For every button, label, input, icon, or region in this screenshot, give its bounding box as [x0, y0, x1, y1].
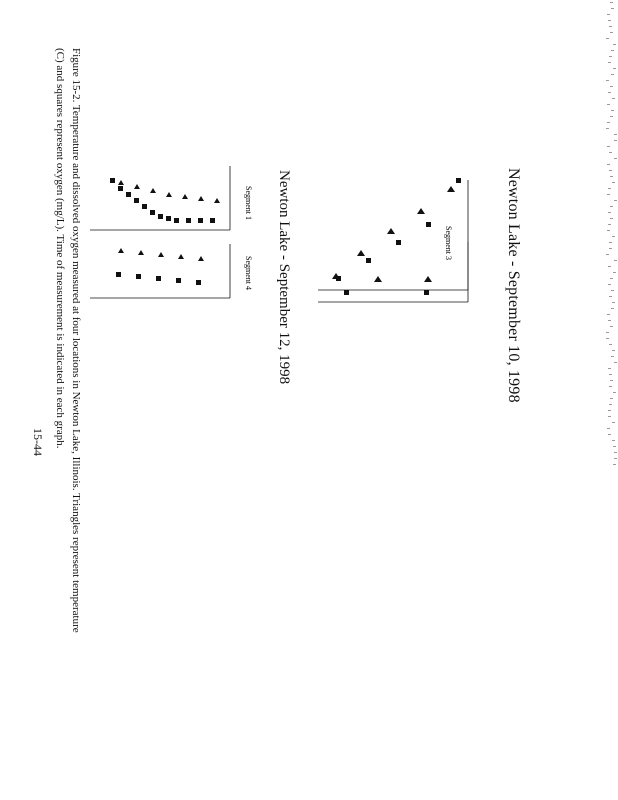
- scan-noise-tick: [608, 212, 611, 213]
- scan-noise-tick: [610, 116, 613, 117]
- scan-noise-tick: [609, 26, 612, 27]
- scan-noise-tick: [611, 8, 614, 9]
- temp-point: [118, 180, 124, 185]
- scan-noise-tick: [611, 290, 614, 291]
- scan-noise-tick: [607, 428, 610, 429]
- scan-noise-tick: [607, 164, 610, 165]
- temp-point: [166, 192, 172, 197]
- temp-point: [150, 188, 156, 193]
- oxygen-point: [150, 210, 155, 215]
- scan-noise-tick: [608, 284, 611, 285]
- scan-noise-tick: [608, 92, 611, 93]
- bottom-figure-title: Newton Lake - September 12, 1998: [276, 170, 292, 385]
- scan-noise-tick: [608, 188, 611, 189]
- scan-noise-tick: [614, 158, 617, 159]
- temp-point: [178, 254, 184, 259]
- scan-noise-tick: [612, 350, 615, 351]
- temp-point: [198, 196, 204, 201]
- temp-point: [214, 198, 220, 203]
- oxygen-point: [186, 218, 191, 223]
- scan-noise-tick: [607, 122, 610, 123]
- temperature-series: [118, 248, 204, 261]
- oxygen-point: [456, 178, 461, 183]
- scan-noise-tick: [613, 44, 616, 45]
- scan-noise-tick: [610, 32, 613, 33]
- chart-top-right: [318, 232, 478, 312]
- scan-noise-tick: [611, 74, 614, 75]
- scan-noise-tick: [606, 38, 609, 39]
- scan-noise-tick: [610, 380, 613, 381]
- scan-noise-tick: [609, 170, 612, 171]
- scan-noise-tick: [613, 272, 616, 273]
- scan-noise-tick: [606, 338, 609, 339]
- scan-noise-tick: [607, 104, 610, 105]
- temperature-series: [374, 276, 432, 282]
- scan-noise-tick: [614, 200, 617, 201]
- scan-noise-tick: [614, 458, 617, 459]
- chart-segment-4: [90, 238, 253, 308]
- scan-noise-tick: [608, 266, 611, 267]
- scan-noise-tick: [606, 80, 609, 81]
- scan-noise-tick: [609, 404, 612, 405]
- scan-noise-tick: [607, 14, 610, 15]
- temp-point: [447, 186, 455, 192]
- oxygen-point: [126, 192, 131, 197]
- scan-noise-tick: [608, 416, 611, 417]
- scan-noise-tick: [608, 434, 611, 435]
- chart-segment-1: [90, 160, 253, 240]
- scan-noise-tick: [609, 374, 612, 375]
- temp-point: [118, 248, 124, 253]
- axis-frame: [318, 242, 468, 302]
- scan-edge-noise: [606, 0, 618, 470]
- scan-noise-tick: [611, 356, 614, 357]
- panel-label-segment-4: Segment 4: [244, 256, 253, 290]
- scan-noise-tick: [611, 110, 614, 111]
- scan-noise-tick: [610, 218, 613, 219]
- figure-caption-line-1: Figure 15-2. Temperature and dissolved oxygen measured at four locations in Newton Lake, Illinois. Triangles represent temperature: [70, 48, 82, 633]
- oxygen-point: [110, 178, 115, 183]
- scan-noise-tick: [607, 146, 610, 147]
- oxygen-point: [158, 214, 163, 219]
- scan-noise-tick: [608, 62, 611, 63]
- oxygen-point: [116, 272, 121, 277]
- axis-frame: [90, 166, 230, 230]
- temp-point: [138, 250, 144, 255]
- top-figure-title: Newton Lake - September 10, 1998: [505, 168, 522, 403]
- scan-noise-tick: [610, 326, 613, 327]
- temp-point: [198, 256, 204, 261]
- oxygen-point: [142, 204, 147, 209]
- scan-noise-tick: [610, 2, 613, 3]
- scan-noise-tick: [611, 308, 614, 309]
- scan-noise-tick: [607, 230, 610, 231]
- oxygen-point: [118, 186, 123, 191]
- scan-noise-tick: [608, 410, 611, 411]
- temp-point: [424, 276, 432, 282]
- temp-point: [374, 276, 382, 282]
- oxygen-point: [424, 290, 429, 295]
- temp-point: [417, 208, 425, 214]
- scan-noise-tick: [606, 332, 609, 333]
- page-number: 15-44: [31, 428, 45, 456]
- scan-noise-tick: [608, 320, 611, 321]
- axis-frame: [90, 244, 230, 298]
- scan-noise-tick: [614, 452, 617, 453]
- scan-noise-tick: [614, 140, 617, 141]
- oxygen-point: [426, 222, 431, 227]
- temperature-series: [118, 180, 220, 203]
- oxygen-point: [198, 218, 203, 223]
- scan-noise-tick: [609, 344, 612, 345]
- scan-noise-tick: [608, 224, 611, 225]
- oxygen-series: [116, 272, 201, 285]
- scan-noise-tick: [609, 56, 612, 57]
- scan-noise-tick: [614, 260, 617, 261]
- oxygen-point: [156, 276, 161, 281]
- scan-noise-tick: [608, 20, 611, 21]
- temp-point: [182, 194, 188, 199]
- scan-noise-tick: [609, 296, 612, 297]
- panel-label-segment-1: Segment 1: [244, 186, 253, 220]
- panel-label-segment-3: Segment 3: [444, 226, 453, 260]
- oxygen-point: [344, 290, 349, 295]
- scan-noise-tick: [610, 86, 613, 87]
- scan-noise-tick: [609, 152, 612, 153]
- scan-noise-tick: [608, 368, 611, 369]
- scan-noise-tick: [610, 398, 613, 399]
- scan-noise-tick: [609, 248, 612, 249]
- scan-noise-tick: [614, 134, 617, 135]
- scan-noise-tick: [612, 236, 615, 237]
- oxygen-point: [136, 274, 141, 279]
- scan-noise-tick: [609, 386, 612, 387]
- scan-noise-tick: [612, 422, 615, 423]
- scan-noise-tick: [606, 254, 609, 255]
- scan-noise-tick: [613, 464, 616, 465]
- scan-noise-tick: [607, 194, 610, 195]
- scan-noise-tick: [607, 314, 610, 315]
- scan-noise-tick: [609, 242, 612, 243]
- scan-noise-tick: [613, 68, 616, 69]
- scan-noise-tick: [613, 392, 616, 393]
- scan-noise-tick: [612, 440, 615, 441]
- scan-noise-tick: [610, 278, 613, 279]
- oxygen-point: [210, 218, 215, 223]
- scan-noise-tick: [612, 98, 615, 99]
- oxygen-point: [174, 218, 179, 223]
- scan-noise-tick: [610, 206, 613, 207]
- oxygen-point: [176, 278, 181, 283]
- oxygen-point: [134, 198, 139, 203]
- scan-noise-tick: [612, 302, 615, 303]
- scan-noise-tick: [614, 362, 617, 363]
- temp-point: [158, 252, 164, 257]
- scan-noise-tick: [606, 128, 609, 129]
- oxygen-point: [166, 216, 171, 221]
- scan-noise-tick: [613, 446, 616, 447]
- oxygen-series: [344, 290, 429, 295]
- figure-caption-line-2: (C) and squares represent oxygen (mg/L). Time of measurement is indicated in each graph.: [54, 48, 66, 449]
- scan-noise-tick: [610, 176, 613, 177]
- scan-noise-tick: [612, 182, 615, 183]
- scan-noise-tick: [611, 50, 614, 51]
- temp-point: [134, 184, 140, 189]
- oxygen-point: [196, 280, 201, 285]
